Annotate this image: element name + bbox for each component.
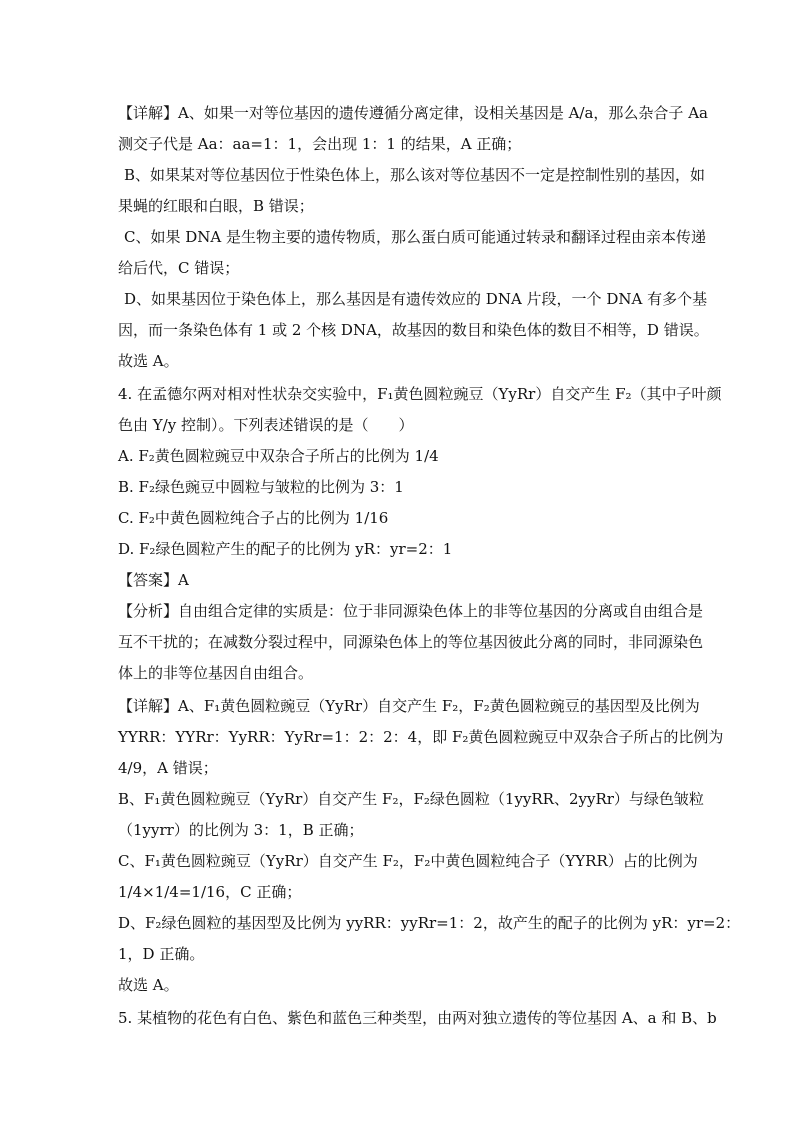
question-stem: 4. 在孟德尔两对相对性状杂交实验中，F₁黄色圆粒豌豆（YyRr）自交产生 F₂（其中子叶颜: [118, 385, 722, 403]
text-line: D、F₂绿色圆粒的基因型及比例为 yyRR：yyRr=1：2，故产生的配子的比例为 yR：yr=2：: [118, 914, 741, 932]
text-line: YYRR：YYRr：YyRR：YyRr=1：2：2：4，即 F₂黄色圆粒豌豆中双杂合子所占的比例为: [118, 728, 724, 746]
text-line: B、如果某对等位基因位于性染色体上，那么该对等位基因不一定是控制性别的基因，如: [124, 166, 706, 184]
text-line: 给后代，C 错误；: [118, 259, 240, 277]
text-line: 1，D 正确。: [118, 945, 205, 963]
text-line: 果蝇的红眼和白眼，B 错误；: [118, 197, 314, 215]
option-b: B. F₂绿色豌豆中圆粒与皱粒的比例为 3：1: [118, 478, 404, 496]
text-line: 测交子代是 Aa：aa=1：1，会出现 1：1 的结果，A 正确；: [118, 135, 522, 153]
text-line: B、F₁黄色圆粒豌豆（YyRr）自交产生 F₂，F₂绿色圆粒（1yyRR、2yyRr）与绿色皱粒: [118, 790, 704, 808]
text-line: 体上的非等位基因自由组合。: [118, 664, 314, 682]
text-line: 互不干扰的；在减数分裂过程中，同源染色体上的等位基因彼此分离的同时，非同源染色: [118, 633, 704, 651]
text-line: 4/9，A 错误；: [118, 759, 218, 777]
text-line: 【分析】自由组合定律的实质是：位于非同源染色体上的非等位基因的分离或自由组合是: [118, 602, 704, 620]
question-stem: 5. 某植物的花色有白色、紫色和蓝色三种类型，由两对独立遗传的等位基因 A、a 和 B、b: [118, 1009, 717, 1027]
text-line: D、如果基因位于染色体上，那么基因是有遗传效应的 DNA 片段，一个 DNA 有多个基: [124, 290, 708, 308]
text-line: （1yyrr）的比例为 3：1，B 正确；: [118, 821, 364, 839]
text-line: 【详解】A、如果一对等位基因的遗传遵循分离定律，设相关基因是 A/a，那么杂合子 Aa: [118, 104, 708, 122]
text-line: 故选 A。: [118, 352, 179, 370]
text-line: 1/4×1/4=1/16，C 正确；: [118, 883, 302, 901]
text-line: 故选 A。: [118, 976, 179, 994]
text-line: C、如果 DNA 是生物主要的遗传物质，那么蛋白质可能通过转录和翻译过程由亲本传递: [124, 228, 707, 246]
option-c: C. F₂中黄色圆粒纯合子占的比例为 1/16: [118, 509, 389, 527]
answer-line: 【答案】A: [118, 571, 189, 589]
text-line: 【详解】A、F₁黄色圆粒豌豆（YyRr）自交产生 F₂，F₂黄色圆粒豌豆的基因型及比例为: [118, 697, 700, 715]
option-d: D. F₂绿色圆粒产生的配子的比例为 yR：yr=2：1: [118, 540, 453, 558]
option-a: A. F₂黄色圆粒豌豆中双杂合子所占的比例为 1/4: [118, 447, 439, 465]
text-line: C、F₁黄色圆粒豌豆（YyRr）自交产生 F₂，F₂中黄色圆粒纯合子（YYRR）占的比例为: [118, 852, 698, 870]
text-line: 因，而一条染色体有 1 或 2 个核 DNA，故基因的数目和染色体的数目不相等，D 错误。: [118, 321, 709, 339]
question-stem: 色由 Y/y 控制）。下列表述错误的是（ ）: [118, 416, 414, 434]
